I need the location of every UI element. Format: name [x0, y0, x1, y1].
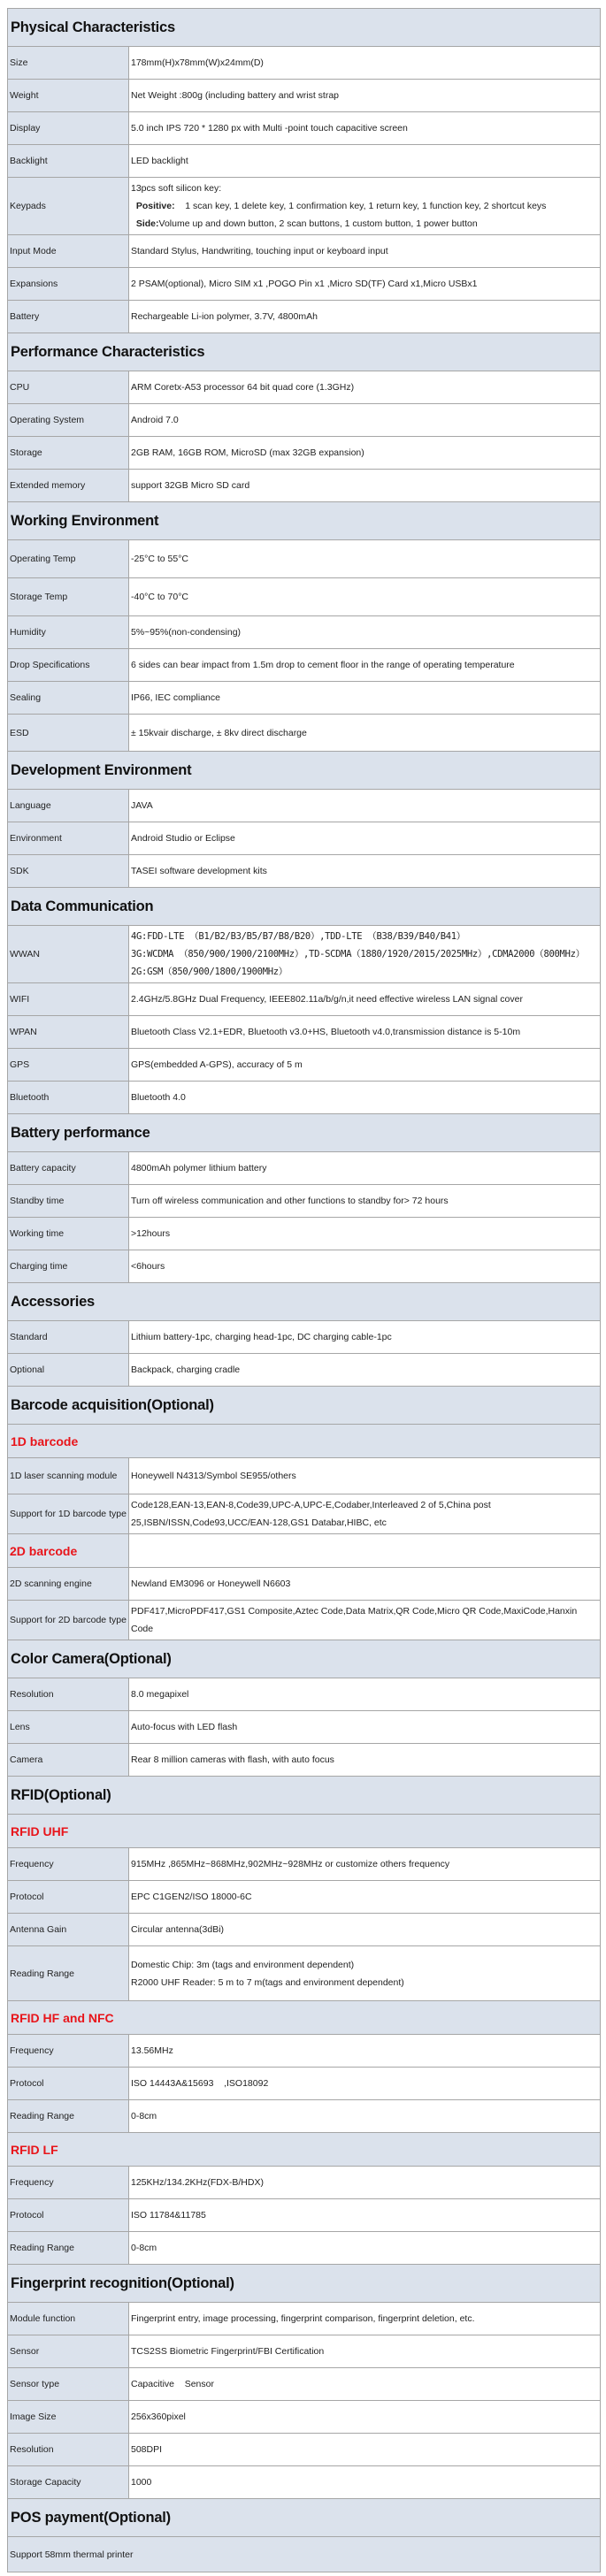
- section-development-environment: [8, 752, 601, 790]
- spec-value: 1000: [129, 2466, 601, 2499]
- wwan-4g: 4G:FDD-LTE （B1/B2/B3/B5/B7/B8/B20）,TDD-LTE （B38/B39/B40/B41）: [131, 931, 466, 942]
- spec-row: [8, 437, 601, 470]
- spec-row: [8, 2100, 601, 2133]
- spec-label: Input Mode: [8, 235, 129, 268]
- spec-row: [8, 2466, 601, 2499]
- spec-row: [8, 1250, 601, 1283]
- spec-value: ± 15kvair discharge, ± 8kv direct discharge: [129, 715, 601, 752]
- spec-row: [8, 1848, 601, 1881]
- section-pos-payment: [8, 2499, 601, 2537]
- spec-label: Working time: [8, 1218, 129, 1250]
- spec-label: Battery capacity: [8, 1152, 129, 1185]
- positive-value: 1 scan key, 1 delete key, 1 confirmation key, 1 return key, 1 function key, 2 shortcut keys: [185, 201, 547, 211]
- spec-row: [8, 1082, 601, 1114]
- spec-label: Drop Specifications: [8, 649, 129, 682]
- spec-value: 125KHz/134.2KHz(FDX-B/HDX): [129, 2167, 601, 2199]
- spec-value: LED backlight: [129, 145, 601, 178]
- section-title: Fingerprint recognition(Optional): [8, 2265, 601, 2303]
- spec-label: GPS: [8, 1049, 129, 1082]
- spec-value: PDF417,MicroPDF417,GS1 Composite,Aztec Code,Data Matrix,QR Code,Micro QR Code,MaxiCode,Hanxin Code: [129, 1601, 601, 1640]
- spec-label: Protocol: [8, 1881, 129, 1914]
- subsection-title: RFID HF and NFC: [8, 2001, 601, 2035]
- spec-value: 2.4GHz/5.8GHz Dual Frequency, IEEE802.11a/b/g/n,it need effective wireless LAN signal cover: [129, 983, 601, 1016]
- subsection-title: 1D barcode: [8, 1425, 601, 1458]
- subsection-rfid-hf-nfc: [8, 2001, 601, 2035]
- spec-value: 5%~95%(non-condensing): [129, 616, 601, 649]
- spec-row: [8, 2335, 601, 2368]
- spec-label: Storage Temp: [8, 578, 129, 616]
- spec-value: [129, 1946, 601, 2001]
- spec-label: Reading Range: [8, 2100, 129, 2133]
- spec-value: Honeywell N4313/Symbol SE955/others: [129, 1458, 601, 1494]
- spec-label: Weight: [8, 80, 129, 112]
- spec-value: 0-8cm: [129, 2100, 601, 2133]
- spec-row: [8, 790, 601, 822]
- subsection-title: RFID LF: [8, 2133, 601, 2167]
- reading-range-domestic: Domestic Chip: 3m (tags and environment dependent): [131, 1959, 355, 1970]
- spec-value: ISO 11784&11785: [129, 2199, 601, 2232]
- spec-row: [8, 1881, 601, 1914]
- spec-label: CPU: [8, 371, 129, 404]
- spec-table: [7, 8, 601, 2572]
- spec-label: Protocol: [8, 2068, 129, 2100]
- spec-value: <6hours: [129, 1250, 601, 1283]
- spec-row: [8, 822, 601, 855]
- spec-value: support 32GB Micro SD card: [129, 470, 601, 502]
- section-battery-performance: [8, 1114, 601, 1152]
- spec-value: EPC C1GEN2/ISO 18000-6C: [129, 1881, 601, 1914]
- spec-value: ARM Coretx-A53 processor 64 bit quad core (1.3GHz): [129, 371, 601, 404]
- spec-row: [8, 268, 601, 301]
- spec-label: Charging time: [8, 1250, 129, 1283]
- spec-label: Frequency: [8, 1848, 129, 1881]
- spec-value: 5.0 inch IPS 720 * 1280 px with Multi -point touch capacitive screen: [129, 112, 601, 145]
- spec-value: 178mm(H)x78mm(W)x24mm(D): [129, 47, 601, 80]
- spec-label: Humidity: [8, 616, 129, 649]
- spec-row-wwan: [8, 926, 601, 983]
- spec-value: Newland EM3096 or Honeywell N6603: [129, 1568, 601, 1601]
- spec-row: [8, 301, 601, 333]
- spec-label: Support for 1D barcode type: [8, 1494, 129, 1534]
- spec-value: [129, 926, 601, 983]
- section-title: Battery performance: [8, 1114, 601, 1152]
- section-title: Physical Characteristics: [8, 9, 601, 47]
- spec-row: [8, 1016, 601, 1049]
- spec-label: Sensor: [8, 2335, 129, 2368]
- section-title: Accessories: [8, 1283, 601, 1321]
- section-rfid: [8, 1777, 601, 1815]
- spec-label: Camera: [8, 1744, 129, 1777]
- section-title: Color Camera(Optional): [8, 1640, 601, 1678]
- spec-label: Protocol: [8, 2199, 129, 2232]
- spec-label: Storage: [8, 437, 129, 470]
- spec-value: 915MHz ,865MHz~868MHz,902MHz~928MHz or customize others frequency: [129, 1848, 601, 1881]
- spec-row: [8, 112, 601, 145]
- spec-row: [8, 1914, 601, 1946]
- spec-value: Standard Stylus, Handwriting, touching input or keyboard input: [129, 235, 601, 268]
- spec-value: -40°C to 70°C: [129, 578, 601, 616]
- side-value: Volume up and down button, 2 scan buttons, 1 custom button, 1 power button: [158, 218, 478, 229]
- spec-row-keypads: [8, 178, 601, 235]
- spec-label: Optional: [8, 1354, 129, 1387]
- spec-row: [8, 1458, 601, 1494]
- spec-row: [8, 2232, 601, 2265]
- section-title: Barcode acquisition(Optional): [8, 1387, 601, 1425]
- spec-value: Turn off wireless communication and other functions to standby for> 72 hours: [129, 1185, 601, 1218]
- spec-value: 6 sides can bear impact from 1.5m drop to cement floor in the range of operating temperature: [129, 649, 601, 682]
- spec-row: [8, 682, 601, 715]
- spec-row: [8, 2035, 601, 2068]
- spec-value: 13.56MHz: [129, 2035, 601, 2068]
- section-title: RFID(Optional): [8, 1777, 601, 1815]
- spec-value: 8.0 megapixel: [129, 1678, 601, 1711]
- spec-label: Backlight: [8, 145, 129, 178]
- spec-value: Lithium battery-1pc, charging head-1pc, DC charging cable-1pc: [129, 1321, 601, 1354]
- spec-label: WPAN: [8, 1016, 129, 1049]
- positive-label: Positive:: [135, 201, 175, 211]
- spec-row: [8, 2199, 601, 2232]
- spec-row: [8, 371, 601, 404]
- spec-row: [8, 715, 601, 752]
- spec-row: [8, 1568, 601, 1601]
- empty-cell: [129, 1534, 601, 1568]
- spec-label: WWAN: [8, 926, 129, 983]
- spec-label: Image Size: [8, 2401, 129, 2434]
- spec-label: ESD: [8, 715, 129, 752]
- spec-value: Bluetooth 4.0: [129, 1082, 601, 1114]
- spec-label: Expansions: [8, 268, 129, 301]
- spec-row: [8, 235, 601, 268]
- subsection-rfid-lf: [8, 2133, 601, 2167]
- spec-row: [8, 2303, 601, 2335]
- spec-row-reading-range: [8, 1946, 601, 2001]
- spec-value: Android Studio or Eclipse: [129, 822, 601, 855]
- spec-value: Auto-focus with LED flash: [129, 1711, 601, 1744]
- subsection-rfid-uhf: [8, 1815, 601, 1848]
- spec-row: [8, 983, 601, 1016]
- spec-row: [8, 649, 601, 682]
- spec-row: [8, 145, 601, 178]
- spec-value: JAVA: [129, 790, 601, 822]
- spec-row: [8, 1744, 601, 1777]
- spec-label: Extended memory: [8, 470, 129, 502]
- spec-row: [8, 2434, 601, 2466]
- spec-row: [8, 2401, 601, 2434]
- wwan-2g: 2G:GSM（850/900/1800/1900MHz）: [131, 967, 288, 977]
- spec-value: GPS(embedded A-GPS), accuracy of 5 m: [129, 1049, 601, 1082]
- keypad-side: [131, 215, 598, 233]
- spec-value: 256x360pixel: [129, 2401, 601, 2434]
- section-accessories: [8, 1283, 601, 1321]
- spec-row: [8, 578, 601, 616]
- spec-row: [8, 1185, 601, 1218]
- spec-row: [8, 1354, 601, 1387]
- spec-row: [8, 1049, 601, 1082]
- wwan-3g: 3G:WCDMA （850/900/1900/2100MHz）,TD-SCDMA（1880/1920/2015/2025MHz）,CDMA2000（800MHz）: [131, 949, 585, 959]
- spec-row: [8, 540, 601, 578]
- spec-label: Size: [8, 47, 129, 80]
- spec-label: Standard: [8, 1321, 129, 1354]
- spec-label: Support for 2D barcode type: [8, 1601, 129, 1640]
- spec-value: -25°C to 55°C: [129, 540, 601, 578]
- reading-range-r2000: R2000 UHF Reader: 5 m to 7 m(tags and environment dependent): [131, 1976, 404, 1988]
- spec-value: Android 7.0: [129, 404, 601, 437]
- spec-label: Frequency: [8, 2167, 129, 2199]
- spec-row: [8, 1711, 601, 1744]
- spec-row: [8, 2368, 601, 2401]
- section-barcode: [8, 1387, 601, 1425]
- spec-value: Bluetooth Class V2.1+EDR, Bluetooth v3.0+HS, Bluetooth v4.0,transmission distance is 5-10m: [129, 1016, 601, 1049]
- spec-label: Resolution: [8, 2434, 129, 2466]
- section-title: Working Environment: [8, 502, 601, 540]
- section-data-communication: [8, 888, 601, 926]
- spec-value: IP66, IEC compliance: [129, 682, 601, 715]
- spec-row: [8, 1601, 601, 1640]
- spec-value: Backpack, charging cradle: [129, 1354, 601, 1387]
- spec-label: Sensor type: [8, 2368, 129, 2401]
- spec-label: Keypads: [8, 178, 129, 235]
- spec-label: Reading Range: [8, 2232, 129, 2265]
- spec-value: Code128,EAN-13,EAN-8,Code39,UPC-A,UPC-E,Codaber,Interleaved 2 of 5,China post 25,ISBN/ISSN,Code93,UCC/EAN-128,GS1 Databar,HIBC, etc: [129, 1494, 601, 1534]
- spec-label: 2D scanning engine: [8, 1568, 129, 1601]
- section-title: Performance Characteristics: [8, 333, 601, 371]
- spec-row: [8, 404, 601, 437]
- pos-note: Support 58mm thermal printer: [8, 2537, 601, 2572]
- spec-value: Circular antenna(3dBi): [129, 1914, 601, 1946]
- spec-label: Storage Capacity: [8, 2466, 129, 2499]
- section-color-camera: [8, 1640, 601, 1678]
- spec-value: Net Weight :800g (including battery and wrist strap: [129, 80, 601, 112]
- spec-label: Module function: [8, 2303, 129, 2335]
- spec-label: Bluetooth: [8, 1082, 129, 1114]
- spec-value: >12hours: [129, 1218, 601, 1250]
- section-title: Data Communication: [8, 888, 601, 926]
- keypad-intro: 13pcs soft silicon key:: [131, 183, 222, 194]
- spec-row: [8, 470, 601, 502]
- spec-value: 0-8cm: [129, 2232, 601, 2265]
- spec-value: Capacitive Sensor: [129, 2368, 601, 2401]
- spec-label: Operating Temp: [8, 540, 129, 578]
- spec-row: [8, 80, 601, 112]
- section-title: POS payment(Optional): [8, 2499, 601, 2537]
- spec-label: SDK: [8, 855, 129, 888]
- section-fingerprint: [8, 2265, 601, 2303]
- section-title: Development Environment: [8, 752, 601, 790]
- spec-label: Display: [8, 112, 129, 145]
- spec-value: Fingerprint entry, image processing, fingerprint comparison, fingerprint deletion, etc.: [129, 2303, 601, 2335]
- subsection-title: RFID UHF: [8, 1815, 601, 1848]
- pos-note-row: [8, 2537, 601, 2572]
- spec-value: TCS2SS Biometric Fingerprint/FBI Certification: [129, 2335, 601, 2368]
- section-performance: [8, 333, 601, 371]
- spec-value: 4800mAh polymer lithium battery: [129, 1152, 601, 1185]
- subsection-2d-barcode: [8, 1534, 601, 1568]
- spec-value: Rechargeable Li-ion polymer, 3.7V, 4800mAh: [129, 301, 601, 333]
- spec-label: Resolution: [8, 1678, 129, 1711]
- spec-label: Standby time: [8, 1185, 129, 1218]
- subsection-1d-barcode: [8, 1425, 601, 1458]
- spec-label: Language: [8, 790, 129, 822]
- section-working-environment: [8, 502, 601, 540]
- spec-row: [8, 616, 601, 649]
- spec-label: Antenna Gain: [8, 1914, 129, 1946]
- spec-row: [8, 1321, 601, 1354]
- spec-label: WIFI: [8, 983, 129, 1016]
- spec-label: Frequency: [8, 2035, 129, 2068]
- spec-value: 2 PSAM(optional), Micro SIM x1 ,POGO Pin x1 ,Micro SD(TF) Card x1,Micro USBx1: [129, 268, 601, 301]
- spec-value: 2GB RAM, 16GB ROM, MicroSD (max 32GB expansion): [129, 437, 601, 470]
- spec-value: Rear 8 million cameras with flash, with auto focus: [129, 1744, 601, 1777]
- spec-label: Lens: [8, 1711, 129, 1744]
- spec-value: TASEI software development kits: [129, 855, 601, 888]
- spec-value: [129, 178, 601, 235]
- spec-value: ISO 14443A&15693 ,ISO18092: [129, 2068, 601, 2100]
- spec-value: 508DPI: [129, 2434, 601, 2466]
- spec-row: [8, 1218, 601, 1250]
- spec-label: Environment: [8, 822, 129, 855]
- spec-row: [8, 855, 601, 888]
- spec-label: 1D laser scanning module: [8, 1458, 129, 1494]
- spec-label: Operating System: [8, 404, 129, 437]
- spec-label: Battery: [8, 301, 129, 333]
- spec-row: [8, 1678, 601, 1711]
- keypad-positive: [131, 197, 598, 215]
- spec-label: Sealing: [8, 682, 129, 715]
- spec-row: [8, 2167, 601, 2199]
- spec-label: Reading Range: [8, 1946, 129, 2001]
- spec-row: [8, 2068, 601, 2100]
- spec-row: [8, 1494, 601, 1534]
- section-physical: [8, 9, 601, 47]
- subsection-title: 2D barcode: [8, 1534, 129, 1568]
- spec-row: [8, 1152, 601, 1185]
- spec-row: [8, 47, 601, 80]
- side-label: Side:: [135, 218, 159, 229]
